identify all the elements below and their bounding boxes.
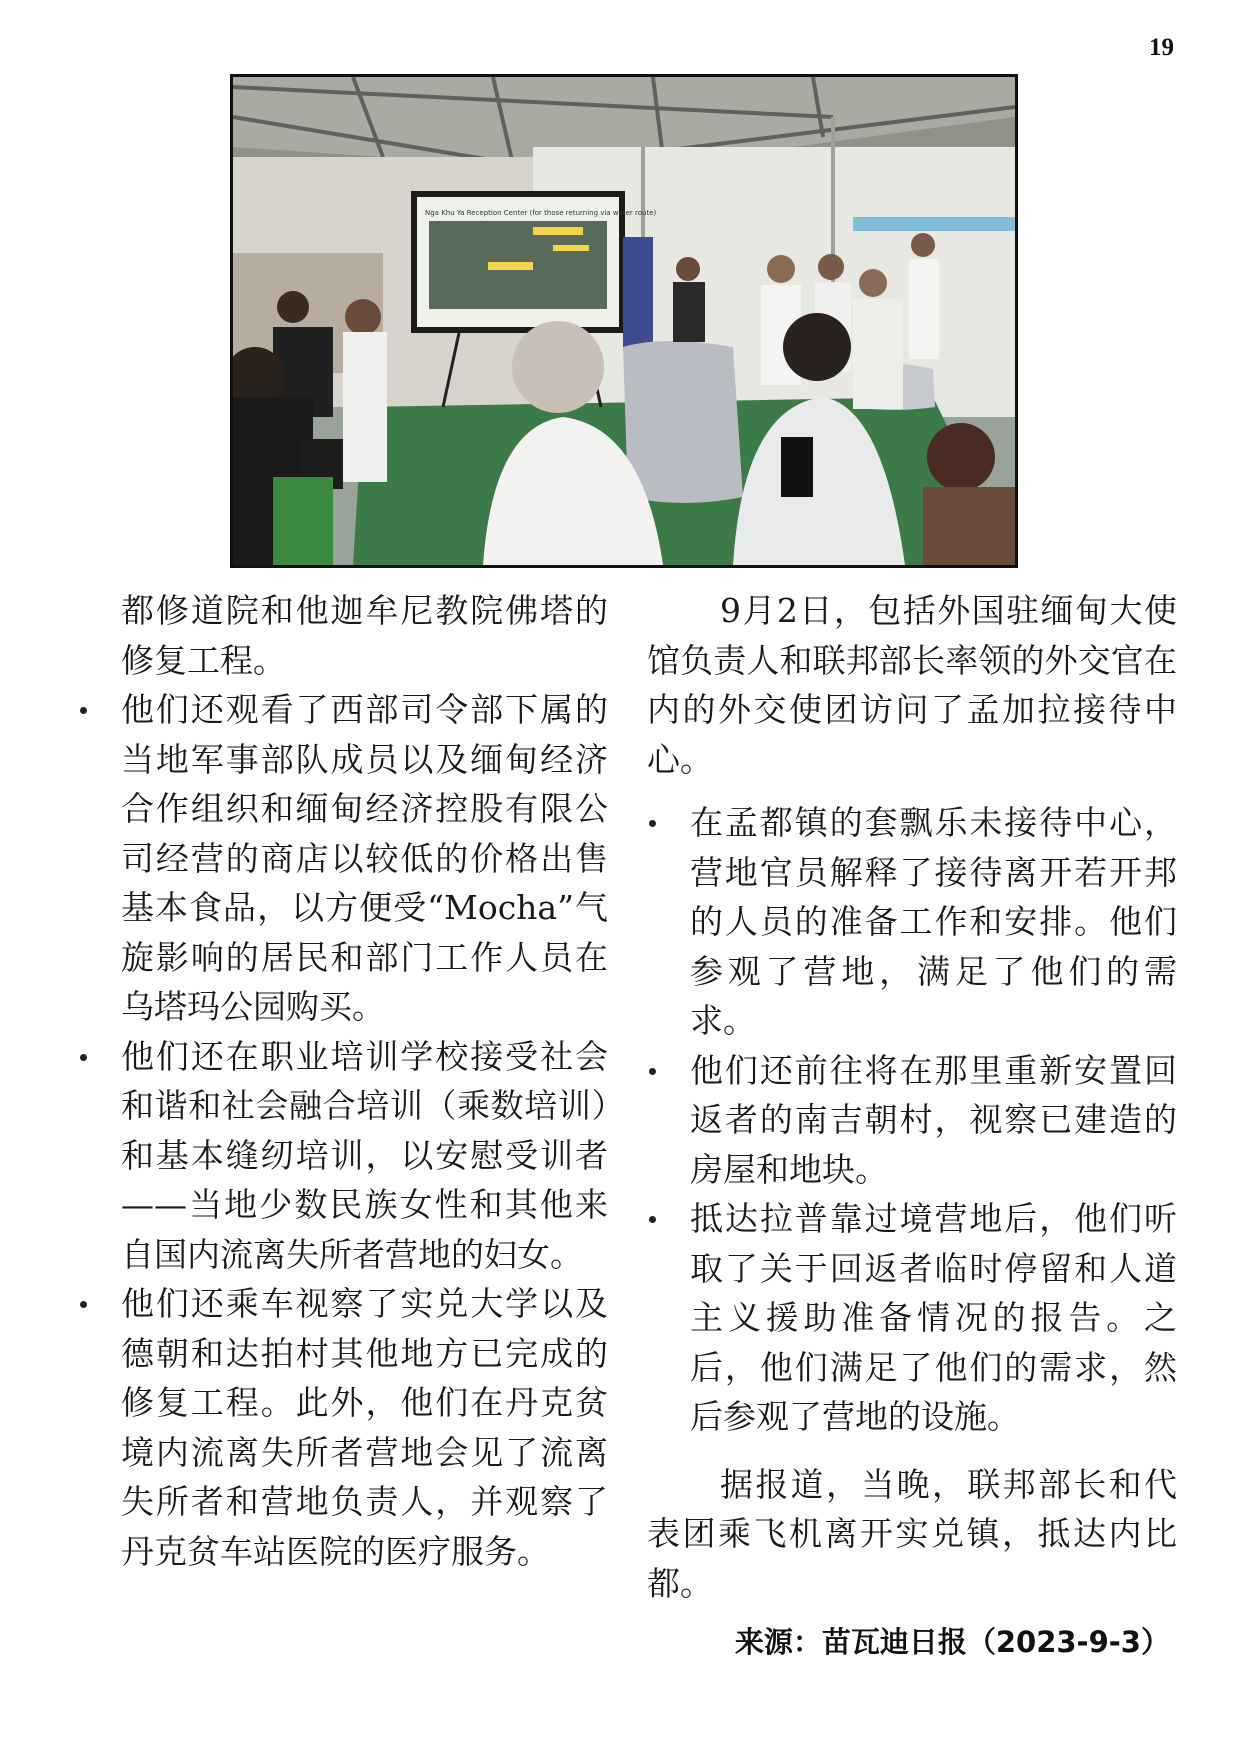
right-bullet-list xyxy=(647,798,1177,1442)
photo-scene xyxy=(233,77,1015,565)
continuation-paragraph: 都修道院和他迦牟尼教院佛塔的修复工程。 xyxy=(121,591,608,680)
closing-paragraph: 据报道，当晚，联邦部长和代表团乘飞机离开实兑镇，抵达内比都。 xyxy=(647,1464,1177,1603)
bullet-icon xyxy=(80,1301,87,1308)
list-item: 他们还在职业培训学校接受社会和谐和社会融合培训（乘数培训）和基本缝纫培训，以安慰受训者——当地少数民族女性和其他来自国内流离失所者营地的妇女。 xyxy=(78,1032,608,1280)
page-number: 19 xyxy=(1149,34,1174,61)
left-bullet-list xyxy=(78,685,608,1576)
list-item: 在孟都镇的套飘乐未接待中心，营地官员解释了接待离开若开邦的人员的准备工作和安排。他们参观了营地，满足了他们的需求。 xyxy=(647,798,1177,1046)
right-column xyxy=(647,586,1177,1608)
bullet-icon xyxy=(649,1216,656,1223)
list-item: 抵达拉普靠过境营地后，他们听取了关于回返者临时停留和人道主义援助准备情况的报告。之后，他们满足了他们的需求，然后参观了营地的设施。 xyxy=(647,1194,1177,1442)
list-item: 他们还观看了西部司令部下属的当地军事部队成员以及缅甸经济合作组织和缅甸经济控股有限公司经营的商店以较低的价格出售基本食品，以方便受“Mocha”气旋影响的居民和部门工作人员在乌塔玛公园购买。 xyxy=(78,685,608,1032)
bullet-icon xyxy=(649,1068,656,1075)
intro-paragraph: 9月2日，包括外国驻缅甸大使馆负责人和联邦部长率领的外交官在内的外交使团访问了孟加拉接待中心。 xyxy=(647,591,1177,779)
screen-slide-title: Nga Khu Ya Reception Center (for those returning via water route) xyxy=(425,209,657,217)
list-item: 他们还前往将在那里重新安置回返者的南吉朝村，视察已建造的房屋和地块。 xyxy=(647,1046,1177,1195)
bullet-icon xyxy=(80,1054,87,1061)
left-column xyxy=(78,586,608,1576)
news-photo xyxy=(230,74,1018,568)
bullet-icon xyxy=(649,820,656,827)
source-credit: 来源：苗瓦迪日报（2023-9-3） xyxy=(734,1625,1170,1659)
list-item: 他们还乘车视察了实兑大学以及德朝和达拍村其他地方已完成的修复工程。此外，他们在丹克贫境内流离失所者营地会见了流离失所者和营地负责人，并观察了丹克贫车站医院的医疗服务。 xyxy=(78,1279,608,1576)
bullet-icon xyxy=(80,707,87,714)
